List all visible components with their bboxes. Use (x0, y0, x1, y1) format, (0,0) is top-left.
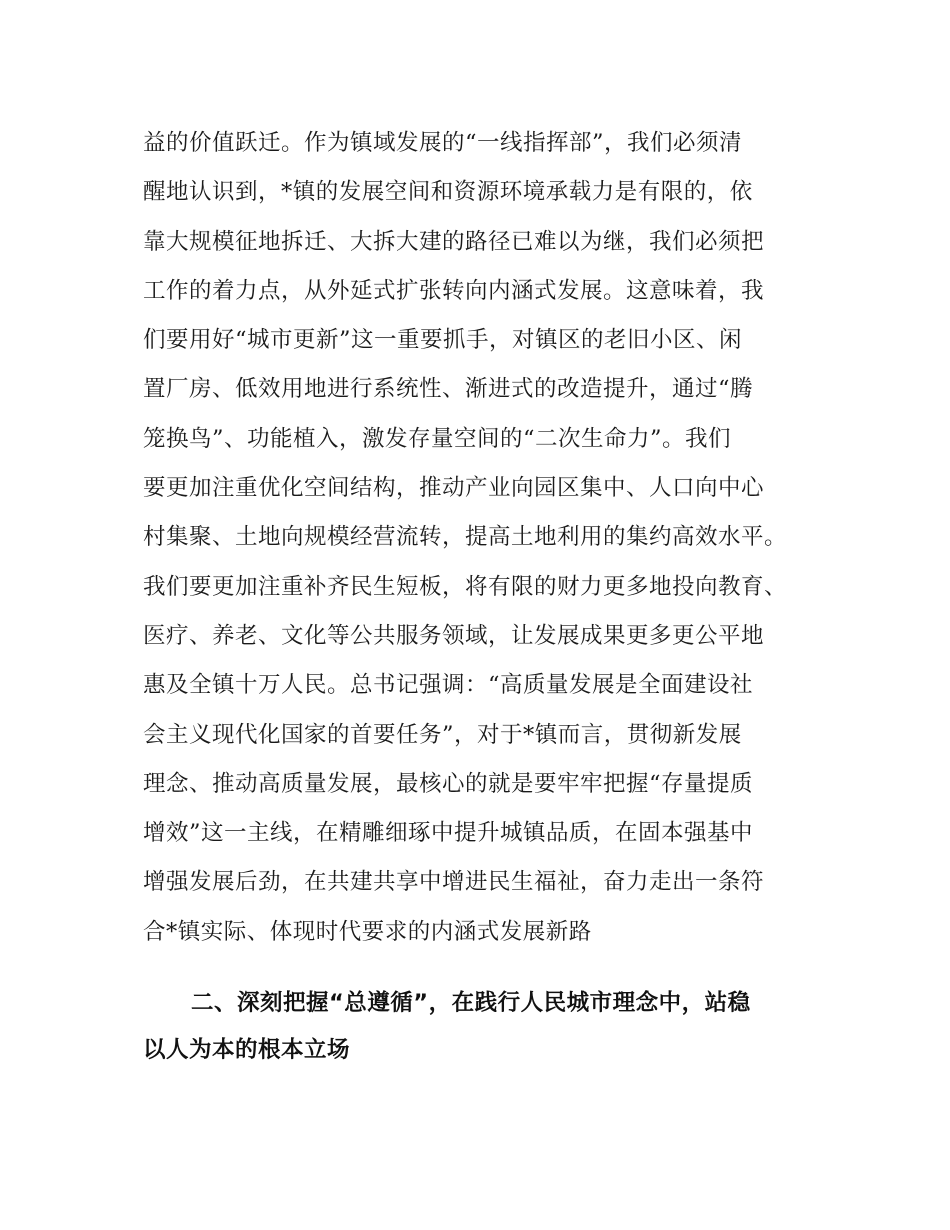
body-line: 医疗、养老、文化等公共服务领域，让发展成果更多更公平地 (143, 622, 765, 649)
body-line: 醒地认识到，*镇的发展空间和资源环境承载力是有限的，依 (143, 179, 753, 206)
body-line: 村集聚、土地向规模经营流转，提高土地利用的集约高效水平。 (143, 524, 788, 551)
body-line: 我们要更加注重补齐民生短板，将有限的财力更多地投向教育、 (143, 573, 788, 600)
body-line: 们要用好“城市更新”这一重要抓手，对镇区的老旧小区、闲 (143, 327, 743, 354)
body-paragraph (143, 119, 833, 957)
body-line: 增效”这一主线，在精雕细琢中提升城镇品质，在固本强基中 (143, 820, 754, 847)
body-line: 理念、推动高质量发展，最核心的就是要牢牢把握“存量提质 (143, 770, 754, 797)
body-line: 益的价值跃迁。作为镇域发展的“一线指挥部”，我们必须清 (143, 130, 743, 156)
body-line: 增强发展后劲，在共建共享中增进民生福祉，奋力走出一条符 (143, 869, 765, 896)
body-line: 工作的着力点，从外延式扩张转向内涵式发展。这意味着，我 (143, 277, 765, 304)
body-line: 要更加注重优化空间结构，推动产业向园区集中、人口向中心 (143, 475, 765, 502)
body-line: 笼换鸟”、功能植入，激发存量空间的“二次生命力”。我们 (143, 425, 732, 452)
section-heading (143, 980, 833, 1074)
body-line: 置厂房、低效用地进行系统性、渐进式的改造提升，通过“腾 (143, 376, 754, 403)
body-line: 会主义现代化国家的首要任务”，对于*镇而言，贯彻新发展 (143, 721, 742, 748)
body-line: 靠大规模征地拆迁、大拆大建的路径已难以为继，我们必须把 (143, 228, 765, 255)
body-line: 惠及全镇十万人民。总书记强调：“高质量发展是全面建设社 (143, 672, 754, 699)
section-heading-line: 二、深刻把握“总遵循”，在践行人民城市理念中，站稳 (191, 990, 751, 1016)
body-line: 合*镇实际、体现时代要求的内涵式发展新路 (143, 918, 592, 945)
section-heading-line: 以人为本的根本立场 (143, 1037, 351, 1063)
